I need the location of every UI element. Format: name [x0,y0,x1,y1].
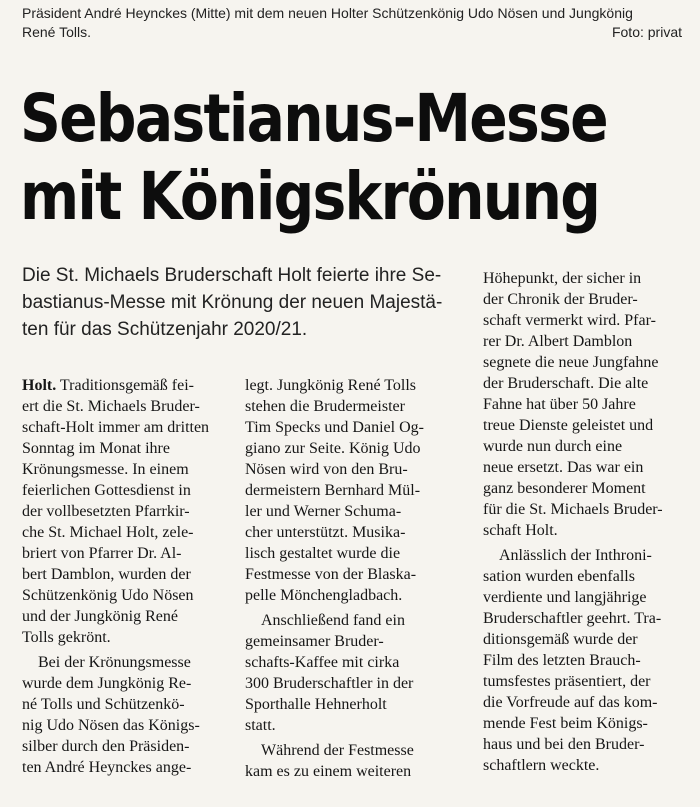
body-line: giano zur Seite. König Udo [245,440,421,457]
body-line: statt. [245,717,276,734]
body-line: kam es zu einem weiteren [245,763,412,780]
body-line: sation wurden ebenfalls [483,568,635,585]
headline-line-1: Sebastianus-Messe [20,80,607,157]
body-text: Traditionsgemäß fei- [56,377,194,394]
body-line: Anlässlich der Inthroni- [499,547,652,564]
headline [20,80,607,236]
body-line: die Vorfreude auf das kom- [483,694,658,711]
article-column-3 [483,268,683,776]
body-line: Tolls gekrönt. [22,629,111,646]
body-line: wurde dem Jungkönig Re- [22,675,192,692]
article-column-1 [22,375,227,778]
body-line: Bruderschaftler geehrt. Tra- [483,610,662,627]
body-line: rer Dr. Albert Damblon [483,333,633,350]
body-line: schaft vermerkt wird. Pfar- [483,312,656,329]
body-line: Fahne hat über 50 Jahre [483,396,636,413]
body-line: feierlichen Gottesdienst in [22,482,191,499]
body-line: Sporthalle Hehnerholt [245,696,387,713]
body-line: Während der Festmesse [261,742,414,759]
body-line: verdiente und langjährige [483,589,647,606]
body-line: cher unterstützt. Musika- [245,524,406,541]
body-line: mende Fest beim Königs- [483,715,648,732]
body-line: Bei der Krönungsmesse [38,654,191,671]
article-column-2 [245,375,455,782]
body-line: neue ersetzt. Das war ein [483,459,644,476]
body-line [22,375,227,396]
body-line: Höhepunkt, der sicher in [483,270,642,287]
body-line: Anschließend fand ein [261,612,405,629]
body-line: haus und bei den Bruder- [483,736,645,753]
body-line: Festmesse von der Blaska- [245,566,417,583]
body-line: briert von Pfarrer Dr. Al- [22,545,182,562]
photo-credit: Foto: privat [611,24,682,40]
body-line: ten André Heynckes ange- [22,759,192,776]
body-line: dermeistern Bernhard Mül- [245,482,421,499]
body-line: ler und Werner Schuma- [245,503,402,520]
body-line: che St. Michael Holt, zele- [22,524,194,541]
body-line: ert die St. Michaels Bruder- [22,398,200,415]
body-line: ganz besonderer Moment [483,480,646,497]
lead-line: Die St. Michaels Bruderschaft Holt feierte ihre Se- [22,265,442,286]
body-line: Schützenkönig Udo Nösen [22,587,194,604]
dateline: Holt. [22,377,57,394]
body-line: silber durch den Präsiden- [22,738,190,755]
body-line: stehen die Brudermeister [245,398,405,415]
body-line: ditionsgemäß wurde der [483,631,638,648]
body-line: segnete die neue Jungfahne [483,354,659,371]
body-line: nig Udo Nösen das Königs- [22,717,200,734]
caption-line-2: René Tolls. [22,24,92,40]
body-line: der vollbesetzten Pfarrkir- [22,503,190,520]
body-line: pelle Mönchengladbach. [245,587,403,604]
body-line: schaft-Holt immer am dritten [22,419,210,436]
body-line: tumsfestes präsentiert, der [483,673,651,690]
body-line: Tim Specks und Daniel Og- [245,419,424,436]
body-line: Film des letzten Brauch- [483,652,641,669]
lead-line: bastianus-Messe mit Krönung der neuen Majestä- [22,292,443,313]
lead-line: ten für das Schützenjahr 2020/21. [22,319,308,340]
body-line: der Chronik der Bruder- [483,291,638,308]
body-line: wurde nun durch eine [483,438,623,455]
body-line: bert Damblon, wurden der [22,566,191,583]
caption-line-1: Präsident André Heynckes (Mitte) mit dem neuen Holter Schützenkönig Udo Nösen und Jungkönig [22,5,633,21]
body-line: Sonntag im Monat ihre [22,440,170,457]
body-line: Nösen wird von den Bru- [245,461,408,478]
body-line: legt. Jungkönig René Tolls [245,377,417,394]
body-line: gemeinsamer Bruder- [245,633,384,650]
headline-line-2: mit Königskrönung [20,158,600,235]
lead-paragraph [22,262,462,343]
body-line: schaftlern weckte. [483,757,600,774]
body-line: 300 Bruderschaftler in der [245,675,414,692]
body-line: treue Dienste geleistet und [483,417,654,434]
photo-caption [22,4,682,42]
body-line: und der Jungkönig René [22,608,178,625]
body-line: lisch gestaltet wurde die [245,545,401,562]
body-line: der Bruderschaft. Die alte [483,375,649,392]
body-line: schafts-Kaffee mit cirka [245,654,400,671]
body-line: Krönungsmesse. In einem [22,461,189,478]
body-line: schaft Holt. [483,522,558,539]
body-line: né Tolls und Schützenkö- [22,696,185,713]
body-line: für die St. Michaels Bruder- [483,501,663,518]
